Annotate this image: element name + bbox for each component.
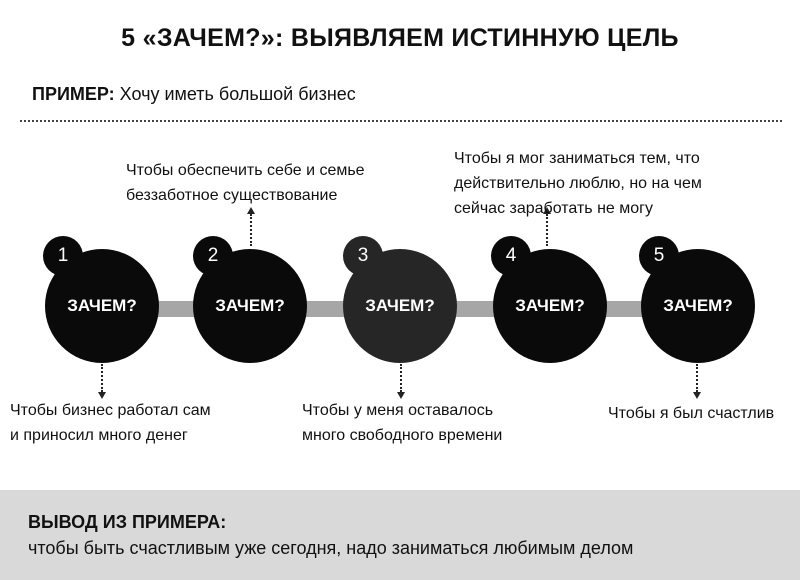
answer-5 [608, 401, 774, 426]
answer-1-line-2: и приносил много денег [10, 427, 188, 444]
step-label-2: ЗАЧЕМ? [215, 296, 285, 315]
answer-2-line-2: беззаботное существование [126, 187, 338, 204]
answer-2 [126, 158, 365, 208]
arrow-down-5 [696, 364, 698, 392]
answer-3-line-2: много свободного времени [302, 427, 503, 444]
step-label-1: ЗАЧЕМ? [67, 296, 137, 315]
connector-3-4 [456, 301, 494, 317]
connector-4-5 [606, 301, 642, 317]
answer-4 [454, 146, 702, 221]
connector-1-2 [158, 301, 194, 317]
step-number-badge-5 [639, 236, 679, 276]
step-number-badge-4 [491, 236, 531, 276]
connector-2-3 [306, 301, 344, 317]
answer-1-line-1: Чтобы бизнес работал сам [10, 402, 211, 419]
conclusion-text: чтобы быть счастливым уже сегодня, надо заниматься любимым делом [28, 538, 634, 558]
conclusion-panel [0, 490, 800, 580]
step-number-badge-3 [343, 236, 383, 276]
step-number-4: 4 [505, 245, 517, 266]
example-text: Хочу иметь большой бизнес [114, 84, 356, 104]
arrow-up-2 [250, 214, 252, 246]
step-number-1: 1 [57, 245, 69, 266]
arrow-down-1 [101, 364, 103, 392]
answer-2-line-1: Чтобы обеспечить себе и семье [126, 162, 365, 179]
step-label-3: ЗАЧЕМ? [365, 296, 435, 315]
conclusion-title: ВЫВОД ИЗ ПРИМЕРА: [28, 512, 227, 532]
step-number-2: 2 [207, 245, 219, 266]
step-number-badge-2 [193, 236, 233, 276]
step-number-3: 3 [357, 245, 369, 266]
answer-3 [302, 398, 502, 448]
answer-4-line-1: Чтобы я мог заниматься тем, что [454, 150, 700, 167]
example-label: ПРИМЕР: [32, 84, 115, 104]
step-label-5: ЗАЧЕМ? [663, 296, 733, 315]
example-statement [32, 84, 356, 105]
answer-4-line-3: сейчас заработать не могу [454, 200, 653, 217]
answer-4-line-2: действительно люблю, но на чем [454, 175, 702, 192]
step-label-4: ЗАЧЕМ? [515, 296, 585, 315]
arrow-down-3 [400, 364, 402, 392]
step-number-5: 5 [653, 245, 665, 266]
answer-3-line-1: Чтобы у меня оставалось [302, 402, 494, 419]
page-title: 5 «ЗАЧЕМ?»: ВЫЯВЛЯЕМ ИСТИННУЮ ЦЕЛЬ [121, 24, 679, 52]
answer-5-line-1: Чтобы я был счастлив [608, 405, 775, 422]
step-number-badge-1 [43, 236, 83, 276]
dotted-divider [20, 120, 782, 122]
answer-1 [10, 398, 211, 448]
